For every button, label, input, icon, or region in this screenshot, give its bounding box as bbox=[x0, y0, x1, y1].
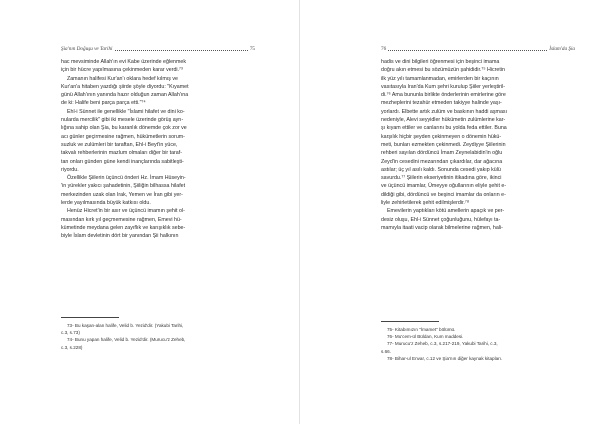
body-line: Ehl-i Sünnet ile genellikle "İslami hilafet ve dini ko- bbox=[67, 108, 185, 115]
left-footnote-rule bbox=[61, 317, 119, 318]
body-line: Zeyd'in cesedini mezarından çıkardılar, dar ağacına bbox=[381, 158, 503, 165]
footnote-line: 77- Murucu'z Zeheb, c.3, s.217-219, Yakubi Tarihi, c.3, bbox=[387, 341, 498, 347]
body-line: kümetinde meydana gelen zayıflık ve karışıklık sebe- bbox=[61, 224, 186, 231]
right-page-number: 76 bbox=[381, 46, 387, 52]
right-page bbox=[300, 0, 600, 424]
body-line: için bir hücre yapılmasına çekinmeden karar verdi.⁷³ bbox=[61, 67, 183, 74]
body-line: vasıtasıyla Iran'da Kum şehri kurulup Şiiler yerleştiril- bbox=[381, 83, 506, 90]
body-line: savurdu.⁷⁷ Şiilerin ekseriyetinin itikadına göre, ikinci bbox=[381, 175, 502, 182]
body-line: Kur'an'a hitaben yazdığı şiirde şöyle diyordu: "Kıyamet bbox=[61, 83, 189, 90]
footnote-line: c.3, s.73) bbox=[61, 330, 80, 336]
body-line: riyordu. bbox=[61, 166, 79, 173]
left-body-text bbox=[61, 58, 255, 241]
body-line: Özellikle Şiilerin üçüncü önderi Hz. İmam Hüseyin- bbox=[67, 175, 186, 182]
body-line: merkezinden uzak olan Irak, Yemen ve İran gibi yer- bbox=[61, 191, 183, 198]
body-line: mezheplerini tezahür etmeden takiyye halinde yaşı- bbox=[381, 100, 502, 107]
body-line: desiz oluşu, Ehl-i Sünnet çoğunluğunu, hülefayı ta- bbox=[381, 216, 501, 223]
right-running-header bbox=[381, 43, 575, 52]
body-line: yorlardı. Elbette artık zulüm ve baskının haddi aşması bbox=[381, 108, 508, 115]
body-line: suzluk ve zulümleri bir taraftan, Ehl-i Beyt'in yüce, bbox=[61, 141, 178, 148]
body-line: masından kırk yıl geçmemesine rağmen, Emevi hü- bbox=[61, 216, 182, 223]
footnote-line: 75- Kitabımızın "İmamet" bölümü. bbox=[387, 327, 456, 332]
footnote-line: c.3, s.228) bbox=[61, 344, 83, 350]
footnote-line: s.66. bbox=[381, 348, 391, 354]
body-line: hadis ve dini bilgileri öğrenmesi için beşinci imama bbox=[381, 59, 500, 65]
footnote-line: 74- Bunu yapan halife, Velid b. Yezid'dir. (Murucu'z Zeheb, bbox=[67, 337, 186, 343]
body-line: tan onları günden güne kendi inançlarında sabitleşti- bbox=[61, 158, 184, 165]
body-line: biyle İslam devletinin dört bir yanından Şii halkının bbox=[61, 233, 179, 240]
body-line: nularda mercilik" gibi iki mesele üzerinde görüş ayrı- bbox=[61, 117, 184, 124]
right-header-title: İslam'da Şia bbox=[549, 46, 575, 52]
body-line: takvalı rehberlerinin mazlum olmaları diğer bir taraf- bbox=[61, 150, 182, 157]
body-line: günü Allah'ının yanında hazır olduğun zaman Allah'ına bbox=[61, 92, 189, 99]
right-footnotes bbox=[381, 326, 575, 362]
left-header-leader bbox=[115, 50, 248, 51]
left-page-number: 75 bbox=[249, 46, 255, 52]
body-line: doğru akın etmesi bu sözümüzün şahididir.⁷⁵ Hicretin bbox=[381, 67, 505, 74]
body-line: şı kıyam ettiler ve canlarını bu yolda feda ettiler. Buna bbox=[381, 125, 507, 132]
footnote-line: 73- Bu kaşan-alan halife, Velid b. Yezid'dir. (Yakubi Tarihi, bbox=[67, 323, 184, 328]
body-line: lığına sahip olan Şia, bu karanlık dönemde çok zor ve bbox=[61, 125, 187, 132]
right-footnote-rule bbox=[381, 321, 439, 322]
left-footnotes bbox=[61, 322, 255, 351]
left-running-header bbox=[61, 43, 255, 52]
footnote-line: 76- Mu'cem-ül Büldan, Kum maddesi. bbox=[387, 334, 464, 340]
body-line: Henüz Hicret'in bir asır ve üçüncü imamın şehit ol- bbox=[67, 208, 185, 215]
body-line: di.⁷⁶ Ama bununla birlikte önderlerinin emirlerine göre bbox=[381, 92, 506, 99]
body-line: hac mevsiminde Allah'ın evi Kabe üzerinde eğlenmek bbox=[61, 59, 186, 65]
body-line: karşılık hiçbir şeyden çekinmeyen o dönemin hükü- bbox=[381, 133, 502, 140]
left-header-title: Şia'nın Doğuşu ve Tarihi bbox=[61, 46, 113, 52]
body-line: mamıyla itaati vacip olarak bilmelerine rağmen, hali- bbox=[381, 224, 503, 231]
right-header-leader bbox=[388, 50, 547, 51]
body-line: Emevilerin yaptıkları kötü amellerin apaçık ve per- bbox=[387, 208, 505, 215]
body-line: 'in yürekler yakıcı şahadetinin, Şiiliğin bilhassa hilafet bbox=[61, 183, 186, 190]
right-body-text bbox=[381, 58, 575, 232]
body-line: dildiği gibi, dördüncü ve beşinci imamlar da onların e- bbox=[381, 191, 506, 198]
body-line: nedeniyle, Alevi seyyidler hükümetin zulümlerine kar- bbox=[381, 117, 506, 124]
body-line: de ki: Halife beni parça parça etti."⁷⁴ bbox=[61, 100, 146, 107]
body-line: lerde yayılmasında büyük katkısı oldu. bbox=[61, 200, 151, 207]
body-line: rehberi sayılan dördüncü İmam Zeynelabidin'in oğlu bbox=[381, 150, 503, 157]
body-line: Zamanın halifesi Kur'an'ı oklara hedef kılmış ve bbox=[67, 75, 178, 82]
body-line: meti, bunları ezmekten çekinmedi. Zeydiyye Şiilerinin bbox=[381, 141, 506, 148]
body-line: liyle zehirletilerek şehit edilmişlerdir.⁷⁸ bbox=[381, 200, 470, 207]
body-line: ve üçüncü imamlar, Ümeyye oğullarının eliyle şehit e- bbox=[381, 183, 507, 190]
body-line: astılar; üç yıl asılı kaldı. Sonunda cesedi yakıp külü bbox=[381, 166, 501, 173]
footnote-line: 78- Bihar-ul Envar, c.12 ve Şia'nın diğer kaynak kitapları. bbox=[387, 355, 503, 361]
body-line: ilk yüz yılı tamamlanmadan, emirlerden bir kaçının bbox=[381, 75, 499, 82]
body-line: acı günler geçirmesine rağmen, hükümetlerin sorum- bbox=[61, 133, 185, 140]
